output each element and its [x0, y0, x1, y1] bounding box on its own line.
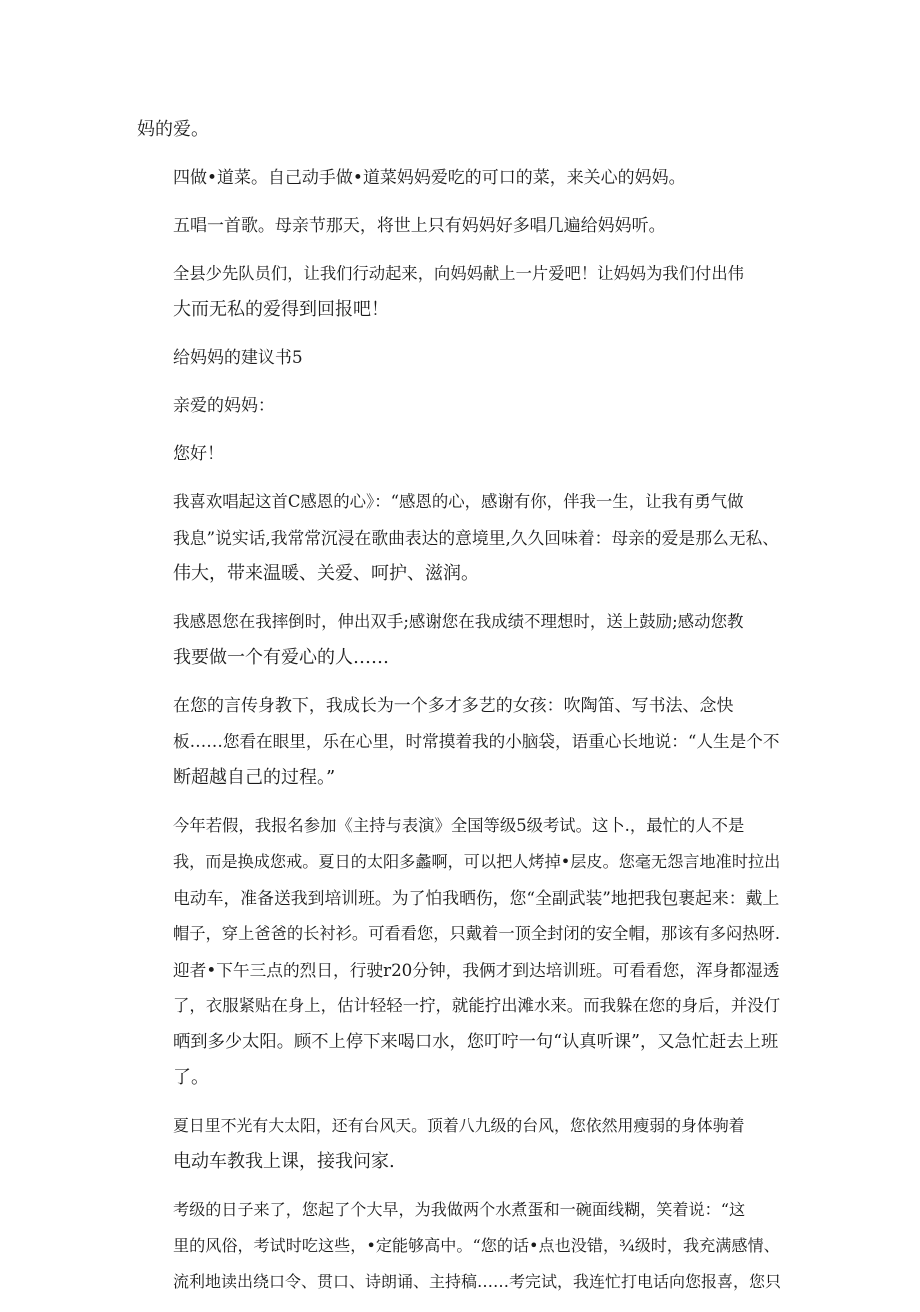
paragraph: [137, 256, 777, 328]
text-line: 流利地读出绕口令、贯口、诗朗诵、主持稿……考完试，我连忙打电话向您报喜，您只: [173, 1272, 782, 1291]
paragraph: [137, 340, 777, 376]
text-line: 亲爱的妈妈：: [173, 396, 275, 416]
text-line: 给妈妈的建议书5: [173, 348, 303, 368]
text-line: 大而无私的爱得到回报吧！: [173, 299, 389, 320]
text-line: 断超越自己的过程。”: [173, 767, 336, 788]
text-line: 全县少先队员们，让我们行动起来，向妈妈献上一片爱吧！让妈妈为我们付出伟: [173, 264, 744, 283]
paragraph: [137, 808, 781, 1096]
paragraph: [137, 688, 780, 796]
text-line: 我要做一个有爱心的人……: [173, 647, 389, 668]
paragraph: [137, 604, 777, 676]
text-line: 电动车教我上课，接我问家.: [173, 1151, 395, 1172]
paragraph: [137, 484, 780, 592]
text-line: 考级的日子来了，您起了个大早，为我做两个水煮蛋和一碗面线糊，笑着说：“这: [173, 1200, 746, 1219]
text-line: 迎者•下午三点的烈日，行驶r20分钟，我俩才到达培训班。可看看您，浑身都湿透: [173, 960, 780, 980]
paragraph: [137, 388, 777, 424]
text-line: 我息”说实话,我常常沉浸在歌曲表达的意境里,久久回味着：母亲的爱是那么无私、: [173, 528, 780, 548]
paragraph: [137, 436, 777, 472]
paragraph: [137, 1192, 782, 1300]
text-line: 夏日里不光有大太阳，还有台风天。顶着八九级的台风，您依然用瘦弱的身体驹着: [173, 1116, 745, 1135]
text-line: 我，而是换成您戒。夏日的太阳多蠡啊，可以把人烤掉•层皮。您毫无怨言地准时拉出: [173, 852, 781, 871]
text-line: 今年若假，我报名参加《主持与表演》全国等级5级考试。这卜.，最忙的人不是: [173, 816, 745, 835]
text-line: 在您的言传身教下，我成长为一个多才多艺的女孩：吹陶笛、写书法、念快: [173, 696, 734, 716]
text-line: 我感恩您在我摔倒时，伸出双手;感谢您在我成绩不理想时，送上鼓励;感动您教: [173, 612, 744, 631]
paragraph: [137, 208, 777, 244]
text-line: 帽子，穿上爸爸的长衬衫。可看看您，只戴着一顶全封闭的安全帽，那该有多闷热呀.: [173, 924, 780, 943]
text-line: 里的风俗，考试时吃这些，•定能够高中。“您的话•点也没错，¾级时，我充满感情、: [173, 1236, 780, 1255]
text-line: 板……您看在眼里，乐在心里，时常摸着我的小脑袋，语重心长地说：“人生是个不: [173, 732, 780, 751]
text-line: 伟大，带来温暖、关爱、呵护、滋润。: [173, 563, 479, 584]
text-line: 我喜欢唱起这首C感恩的心》：“感恩的心，感谢有你，伴我一生，让我有勇气做: [173, 492, 744, 511]
text-line: 晒到多少太阳。顾不上停下来喝口水，您叮咛一句“认真听课”，又急忙赶去上班: [173, 1032, 779, 1052]
text-line: 妈的爱。: [137, 119, 209, 140]
text-line: 了。: [173, 1067, 209, 1088]
text-line: 电动车，准备送我到培训班。为了怕我晒伤，您“全副武装”地把我包裹起来：戴上: [173, 888, 780, 908]
text-line: 五唱一首歌。母亲节那天，将世上只有妈妈好多唱几遍给妈妈听。: [173, 216, 666, 236]
document-body: [137, 112, 782, 1312]
paragraph: [137, 160, 777, 196]
paragraph: [137, 112, 777, 148]
paragraph: [137, 1108, 777, 1180]
text-line: 了，衣服紧贴在身上，估计轻轻一拧，就能拧出滩水来。而我躲在您的身后，并没仃: [173, 996, 781, 1015]
text-line: 您好！: [173, 444, 224, 464]
text-line: 四做•道菜。自己动手做•道菜妈妈爱吃的可口的菜，来关心的妈妈。: [173, 168, 686, 188]
